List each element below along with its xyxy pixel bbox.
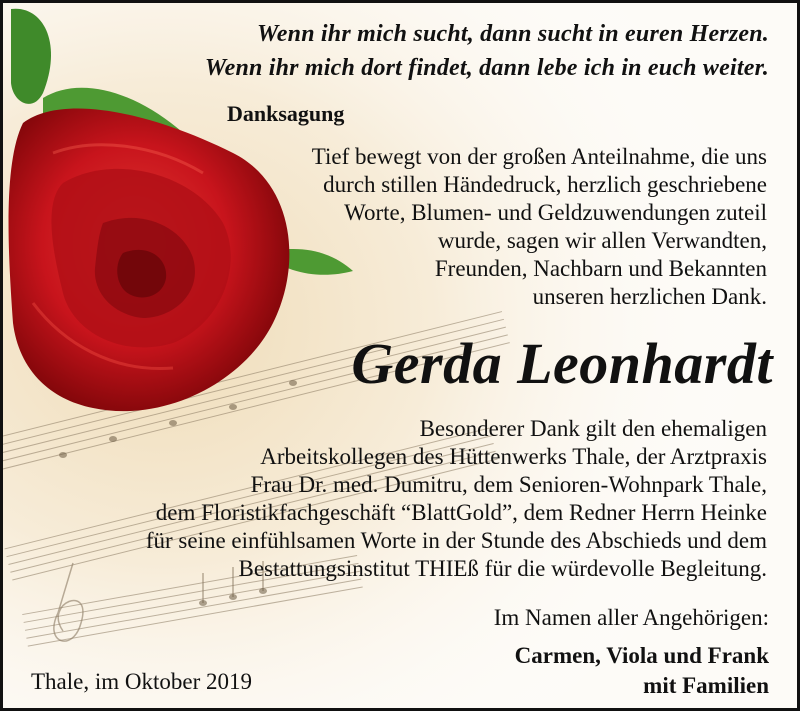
deceased-name: Gerda Leonhardt [351,331,773,396]
special-thanks-line: dem Floristikfachgeschäft “BlattGold”, dem Redner Herrn Heinke [155,500,767,525]
verse-line-1: Wenn ihr mich sucht, dann sucht in euren Herzen. [257,21,769,47]
special-thanks-line: für seine einfühlsamen Worte in der Stunde des Abschieds und dem [145,528,767,553]
special-thanks-line: Bestattungsinstitut THIEß für die würdevolle Begleitung. [238,556,767,581]
special-thanks-line: Arbeitskollegen des Hüttenwerks Thale, der Arztpraxis [260,444,767,469]
thanks-line: Tief bewegt von der großen Anteilnahme, die uns [311,144,767,169]
special-thanks-line: Frau Dr. med. Dumitru, dem Senioren-Wohnpark Thale, [250,472,767,497]
place-date: Thale, im Oktober 2019 [31,669,253,694]
verse-line-2: Wenn ihr mich dort findet, dann lebe ich in euch weiter. [204,55,769,81]
thanks-line: wurde, sagen wir allen Verwandten, [437,228,767,253]
special-thanks-line: Besonderer Dank gilt den ehemaligen [419,416,767,441]
thanks-line: durch stillen Händedruck, herzlich geschriebene [323,172,767,197]
thanks-line: unseren herzlichen Dank. [532,284,767,309]
signature-names: Carmen, Viola und Frank [514,643,769,668]
thanks-line: Worte, Blumen- und Geldzuwendungen zuteil [344,200,767,225]
signature-family: mit Familien [643,673,769,698]
section-heading: Danksagung [227,101,345,126]
thanks-line: Freunden, Nachbarn und Bekannten [434,256,767,281]
signature-intro: Im Namen aller Angehörigen: [493,605,769,630]
